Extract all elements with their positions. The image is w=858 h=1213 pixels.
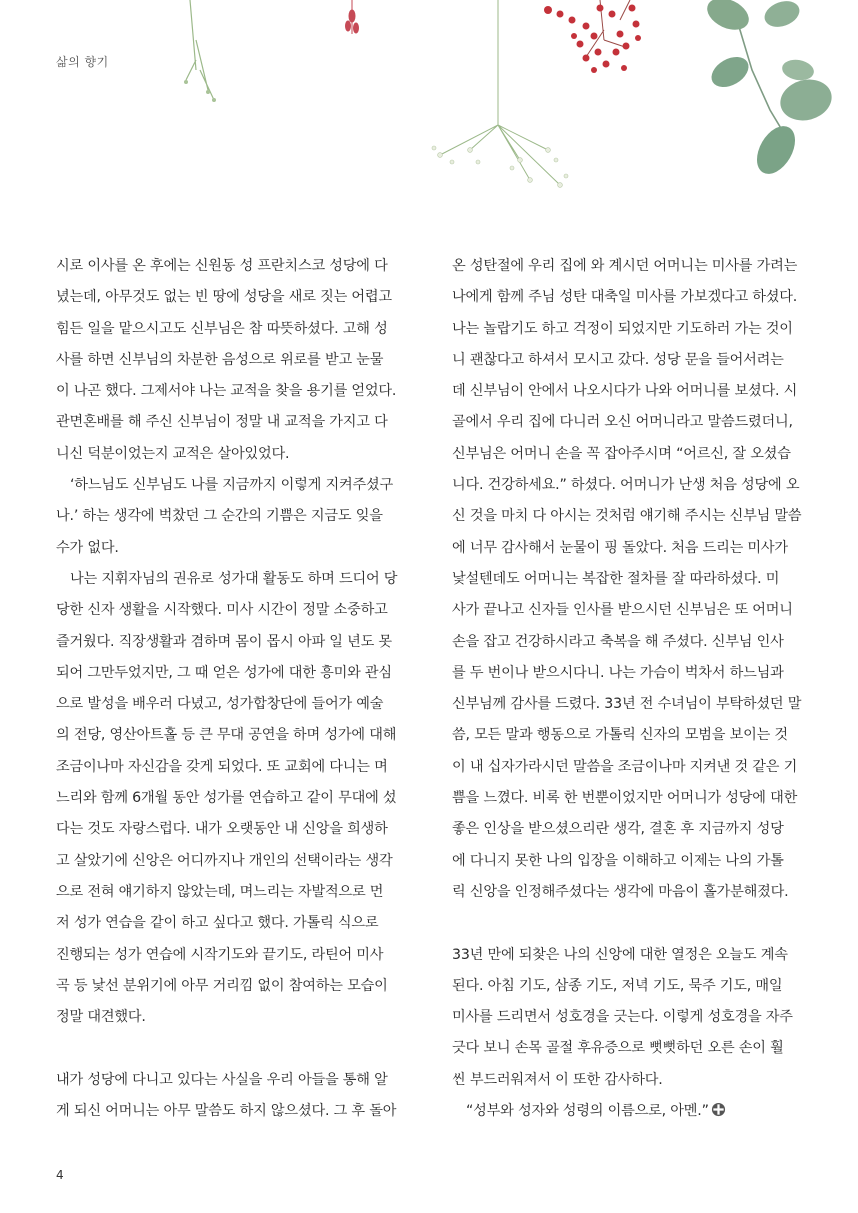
text-line: 녔는데, 아무것도 없는 빈 땅에 성당을 새로 짓는 어렵고 — [56, 289, 392, 306]
text-line: 의 전당, 영산아트홀 등 큰 무대 공연을 하며 성가에 대해 — [56, 727, 397, 744]
text-line: 쁨을 느꼈다. 비록 한 번뿐이었지만 어머니가 성당에 대한 — [452, 790, 798, 807]
text-line: 낯설텐데도 어머니는 복잡한 절차를 잘 따라하셨다. 미 — [452, 570, 780, 587]
text-line: 니 괜찮다고 하셔서 모시고 갔다. 성당 문을 들어서려는 — [452, 351, 784, 368]
page-number: 4 — [56, 1168, 64, 1182]
text-line: 니다. 건강하세요.” 하셨다. 어머니가 난생 처음 성당에 오 — [452, 477, 800, 494]
paragraph-gap — [452, 908, 806, 939]
closing-line — [452, 1096, 806, 1127]
text-line: 시로 이사를 온 후에는 신원동 성 프란치스코 성당에 다 — [56, 258, 388, 274]
text-line: 이 내 십자가라시던 말씀을 조금이나마 지켜낸 것 같은 기 — [452, 758, 798, 775]
text-line: 나는 놀랍기도 하고 걱정이 되었지만 기도하러 가는 것이 — [452, 320, 793, 337]
text-line: 되어 그만두었지만, 그 때 얻은 성가에 대한 흥미와 관심 — [56, 664, 392, 681]
text-line: 손을 잡고 건강하시라고 축복을 해 주셨다. 신부님 인사 — [452, 633, 784, 650]
text-line: 조금이나마 자신감을 갖게 되었다. 또 교회에 다니는 며 — [56, 758, 388, 775]
text-line: 데 신부님이 안에서 나오시다가 나와 어머니를 보셨다. 시 — [452, 383, 798, 400]
text-line: 온 성탄절에 우리 집에 와 계시던 어머니는 미사를 가려는 — [452, 258, 798, 274]
text-line: 릭 신앙을 인정해주셨다는 생각에 마음이 홀가분해졌다. — [452, 883, 789, 900]
end-mark-cross-icon — [711, 1102, 726, 1117]
text-line: 에 다니지 못한 나의 입장을 이해하고 이제는 나의 가톨 — [452, 852, 784, 869]
text-line: 수가 없다. — [56, 539, 119, 556]
eucalyptus-branch — [702, 0, 836, 181]
text-line: 신부님께 감사를 드렸다. 33년 전 수녀님이 부탁하셨던 말 — [452, 696, 802, 713]
red-berries — [544, 0, 641, 73]
text-line: 으로 발성을 배우러 다녔고, 성가합창단에 들어가 예술 — [56, 696, 384, 713]
text-line: 씀, 모든 말과 행동으로 가톨릭 신자의 모범을 보이는 것 — [452, 727, 788, 744]
text-line: ‘하느님도 신부님도 나를 지금까지 이렇게 지켜주셨구 — [70, 477, 393, 494]
text-line: 힘든 일을 맡으시고도 신부님은 참 따뜻하셨다. 고해 성 — [56, 320, 388, 337]
dried-flower-left — [184, 0, 216, 102]
text-line: 으로 전혀 얘기하지 않았는데, 며느리는 자발적으로 먼 — [56, 883, 384, 900]
text-line: 다는 것도 자랑스럽다. 내가 오랫동안 내 신앙을 희생하 — [56, 821, 388, 838]
text-line: 관면혼배를 해 주신 신부님이 정말 내 교적을 가지고 다 — [56, 414, 388, 431]
text-line: 나는 지휘자님의 권유로 성가대 활동도 하며 드디어 당 — [70, 570, 398, 587]
text-line: 즐거웠다. 직장생활과 겸하며 몸이 몹시 아파 일 년도 못 — [56, 633, 392, 650]
text-line: 진행되는 성가 연습에 시작기도와 끝기도, 라틴어 미사 — [56, 946, 384, 963]
text-line: 내가 성당에 다니고 있다는 사실을 우리 아들을 통해 알 — [56, 1071, 388, 1088]
closing-prayer: “성부와 성자와 성령의 이름으로, 아멘.” — [466, 1103, 709, 1120]
text-line: 당한 신자 생활을 시작했다. 미사 시간이 정말 소중하고 — [56, 602, 388, 619]
text-line: 신 것을 마치 다 아시는 것처럼 얘기해 주시는 신부님 말씀 — [452, 508, 802, 525]
text-line: 사가 끝나고 신자들 인사를 받으시던 신부님은 또 어머니 — [452, 602, 793, 619]
text-line: 나에게 함께 주님 성탄 대축일 미사를 가보겠다고 하셨다. — [452, 289, 798, 306]
text-line: 신부님은 어머니 손을 꼭 잡아주시며 “어르신, 잘 오셨습 — [452, 445, 791, 462]
text-line: 씬 부드러워져서 이 또한 감사하다. — [452, 1071, 663, 1088]
text-line: 에 너무 감사해서 눈물이 핑 돌았다. 처음 드리는 미사가 — [452, 539, 788, 556]
babys-breath-buds — [432, 146, 568, 187]
text-line: 미사를 드리면서 성호경을 긋는다. 이렇게 성호경을 자주 — [452, 1009, 793, 1026]
text-line: 골에서 우리 집에 다니러 오신 어머니라고 말씀드렸더니, — [452, 414, 793, 431]
text-line: 이 나곤 했다. 그제서야 나는 교적을 찾을 용기를 얻었다. — [56, 383, 397, 400]
text-line: 느리와 함께 6개월 동안 성가를 연습하고 같이 무대에 섰 — [56, 790, 397, 807]
text-line: 니신 덕분이었는지 교적은 살아있었다. — [56, 445, 290, 462]
text-line: 나.’ 하는 생각에 벅찼던 그 순간의 기쁨은 지금도 잊을 — [56, 508, 383, 525]
text-line: 사를 하면 신부님의 차분한 음성으로 위로를 받고 눈물 — [56, 351, 384, 368]
babys-breath — [440, 0, 560, 185]
red-sprig — [346, 0, 359, 34]
article-column-right — [452, 251, 806, 1127]
text-line: 저 성가 연습을 같이 하고 싶다고 했다. 가톨릭 식으로 — [56, 915, 379, 932]
text-line: 고 살았기에 신앙은 어디까지나 개인의 선택이라는 생각 — [56, 852, 393, 869]
article-column-left — [56, 251, 408, 1127]
floral-decoration — [0, 0, 858, 215]
section-label: 삶의 향기 — [56, 55, 109, 69]
text-line: 정말 대견했다. — [56, 1009, 146, 1026]
text-line: 된다. 아침 기도, 삼종 기도, 저녁 기도, 묵주 기도, 매일 — [452, 977, 783, 994]
paragraph-gap — [56, 1033, 408, 1064]
text-line: 게 되신 어머니는 아무 말씀도 하지 않으셨다. 그 후 돌아 — [56, 1103, 397, 1120]
text-line: 좋은 인상을 받으셨으리란 생각, 결혼 후 지금까지 성당 — [452, 821, 784, 838]
text-line: 33년 만에 되찾은 나의 신앙에 대한 열정은 오늘도 계속 — [452, 946, 788, 963]
text-line: 긋다 보니 손목 골절 후유증으로 뻣뻣하던 오른 손이 훨 — [452, 1040, 784, 1057]
text-line: 를 두 번이나 받으시다니. 나는 가슴이 벅차서 하느님과 — [452, 664, 784, 681]
text-line: 곡 등 낯선 분위기에 아무 거리낌 없이 참여하는 모습이 — [56, 977, 388, 994]
